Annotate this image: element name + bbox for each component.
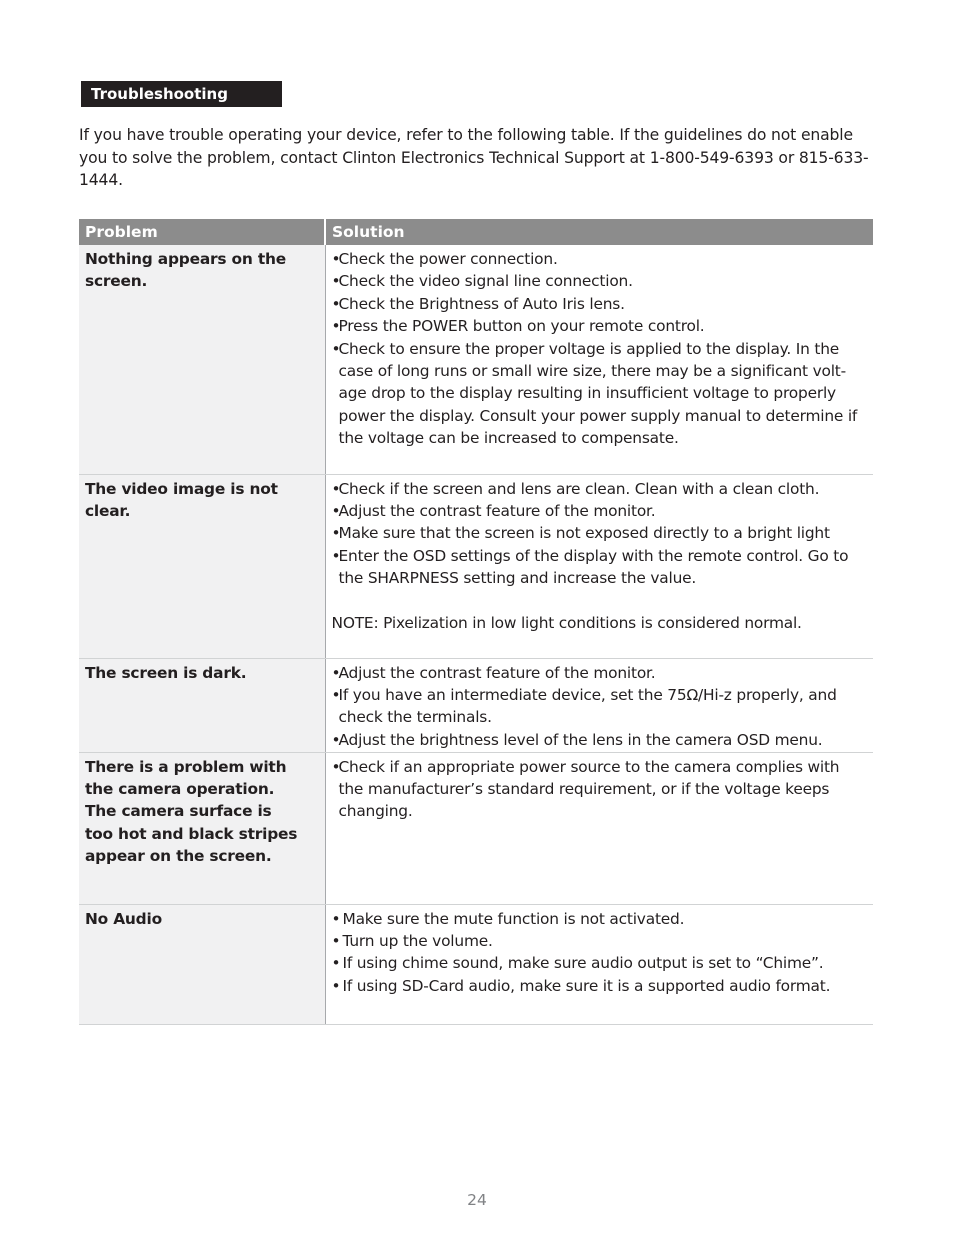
problem-text: No Audio [85,909,162,928]
solution-cell [325,245,873,474]
bullet-icon: • [331,339,341,358]
note-text: NOTE: Pixelization in low light conditions is considered normal. [331,613,802,632]
solution-list [332,908,868,998]
bullet-icon: • [331,524,341,543]
bullet-icon: • [331,501,341,520]
list-item: • Adjust the brightness level of the lens in the camera OSD menu. [332,729,868,751]
list-item: • Adjust the contrast feature of the monitor. [332,662,868,684]
list-item: • Check to ensure the proper voltage is applied to the display. In the case of long runs or small wire size, there may be a significant volt-age drop to the display resulting in insufficient voltage to properly power the display. Consult your power supply manual to determine if the voltage can be increased to compensate. [331,339,858,448]
list-item: • Make sure that the screen is not exposed directly to a bright light [332,522,868,544]
bullet-icon: • [331,931,341,950]
intro-paragraph: If you have trouble operating your device, refer to the following table. If the guidelines do not enable you to solve the problem, contact Clinton Electronics Technical Support at 1-800-549-6393 or 815-633-1444. [79,126,869,189]
problem-cell [79,658,325,752]
page-number: 24 [467,1191,487,1209]
table-header-row [79,219,873,245]
table-row [79,658,873,752]
list-item: • If using SD-Card audio, make sure it is a supported audio format. [332,975,868,997]
section-title: Troubleshooting [81,81,282,107]
list-item: • If using chime sound, make sure audio output is set to “Chime”. [332,952,868,974]
bullet-icon: • [331,317,341,336]
column-header-problem: Problem [79,219,325,245]
list-item: • Adjust the contrast feature of the monitor. [332,500,868,522]
list-item: • Check the power connection. [332,248,868,270]
list-item: • Make sure the mute function is not activated. [332,908,868,930]
bullet-icon: • [331,909,341,928]
list-item: • Check if the screen and lens are clean. Clean with a clean cloth. [332,478,868,500]
list-item: • Check the Brightness of Auto Iris lens. [332,293,868,315]
problem-cell [79,904,325,1024]
solution-cell [325,752,873,904]
bullet-icon: • [331,730,341,749]
bullet-icon: • [331,757,341,776]
list-item: • Turn up the volume. [332,930,868,952]
problem-text: The video image is not clear. [85,479,278,520]
solution-cell [325,904,873,1024]
list-item: • Press the POWER button on your remote control. [332,315,868,337]
bullet-icon: • [331,250,341,268]
solution-cell [325,474,873,658]
table-row [79,904,873,1024]
list-item: • If you have an intermediate device, set the 75Ω/Hi-z properly, and check the terminals. [331,685,837,727]
bullet-icon: • [331,663,341,682]
list-item: • Enter the OSD settings of the display with the remote control. Go to the SHARPNESS setting and increase the value. [331,546,849,588]
problem-cell [79,474,325,658]
table-row [79,245,873,474]
troubleshooting-table [79,219,873,1025]
list-item: • Check the video signal line connection. [332,270,868,292]
bullet-icon: • [331,272,341,291]
problem-text: Nothing appears on the screen. [85,250,286,291]
bullet-icon: • [331,685,341,704]
solution-list [332,662,868,752]
problem-text: There is a problem with the camera operation. The camera surface is too hot and black stripes appear on the screen. [85,757,298,866]
bullet-icon: • [331,546,341,565]
list-item: • Check if an appropriate power source to the camera complies with the manufacturer’s standard requirement, or if the voltage keeps changing. [331,757,840,821]
bullet-icon: • [331,294,341,313]
column-header-solution: Solution [325,219,873,245]
table-row [79,474,873,658]
solution-cell [325,658,873,752]
bullet-icon: • [331,976,341,995]
problem-cell [79,245,325,474]
bullet-icon: • [331,954,341,973]
problem-cell [79,752,325,904]
solution-list [332,478,868,590]
table-row [79,752,873,904]
solution-list [332,756,868,823]
problem-text: The screen is dark. [85,663,247,682]
solution-list [332,248,868,450]
bullet-icon: • [331,479,341,498]
